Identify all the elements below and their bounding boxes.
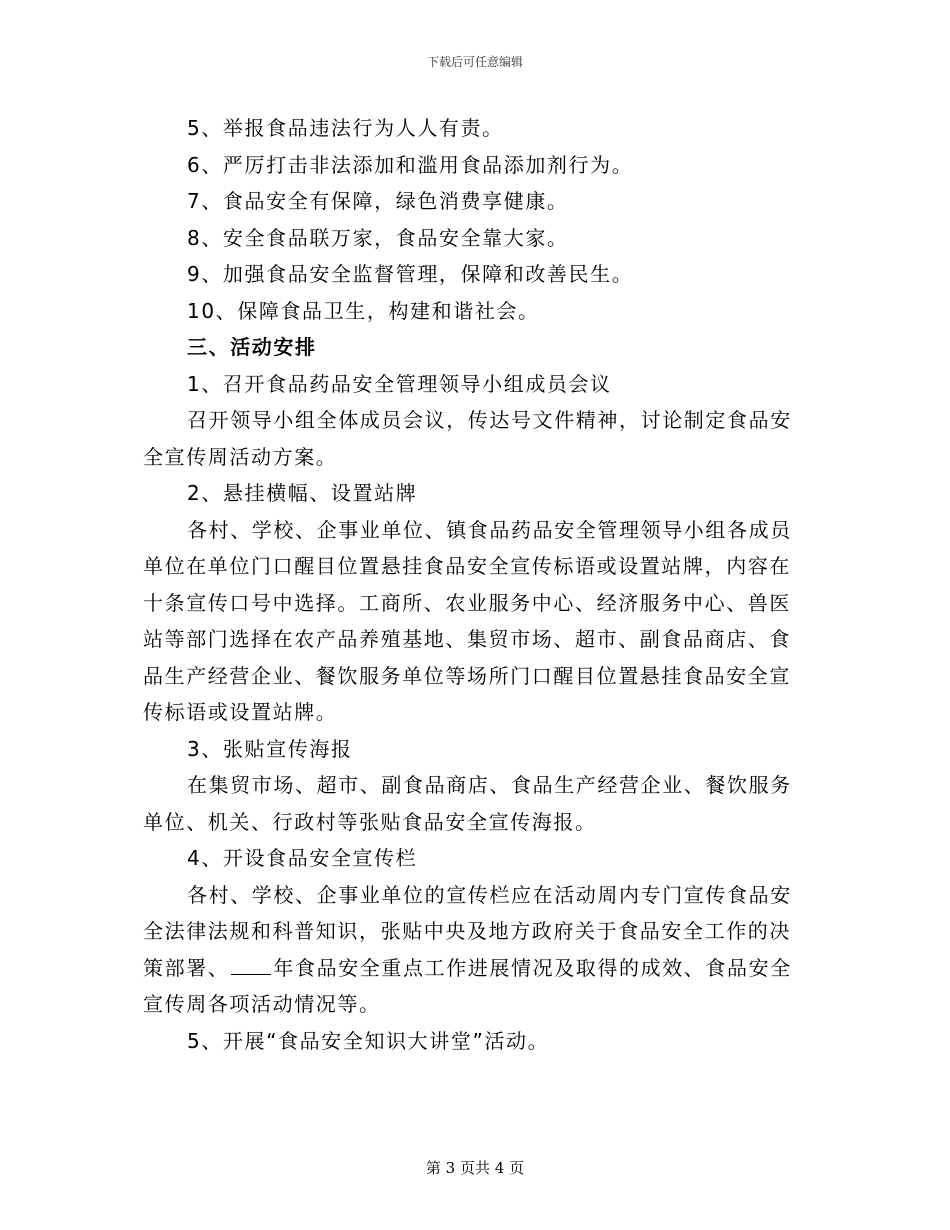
slogan-item: 6、严厉打击非法添加和滥用食品添加剂行为。 xyxy=(187,152,634,177)
document-body xyxy=(143,110,808,1059)
item-body xyxy=(143,877,808,1023)
item-title: 1、召开食品药品安全管理领导小组成员会议 xyxy=(187,371,612,396)
item-title: 3、张贴宣传海报 xyxy=(187,736,353,761)
section-heading: 三、活动安排 xyxy=(187,335,317,359)
item-body: 各村、学校、企事业单位、镇食品药品安全管理领导小组各成员单位在单位门口醒目位置悬挂食品安全宣传标语或设置站牌，内容在十条宣传口号中选择。工商所、农业服务中心、经济服务中心、兽医站等部门选择在农产品养殖基地、集贸市场、超市、副食品商店、食品生产经营企业、餐饮服务单位等场所门口醒目位置悬挂食品安全宣传标语或设置站牌。 xyxy=(143,517,792,724)
fill-in-blank xyxy=(231,956,271,975)
slogan-item: 8、安全食品联万家，食品安全靠大家。 xyxy=(187,225,569,250)
item-title: 2、悬挂横幅、设置站牌 xyxy=(187,481,418,505)
item-body: 在集贸市场、超市、副食品商店、食品生产经营企业、餐饮服务单位、机关、行政村等张贴食品安全宣传海报。 xyxy=(143,773,792,834)
slogan-item: 5、举报食品违法行为人人有责。 xyxy=(187,116,504,140)
item-body-part: 各村、学校、企事业单位的宣传栏应在活动周内专门宣传食品安全法律法规和科普知识，张贴中央及地方政府关于食品安全工作的决策部署、 xyxy=(143,882,792,980)
item-body-part: 年食品安全重点工作进展情况及取得的成效、食品安全宣传周各项活动情况等。 xyxy=(143,955,792,1016)
page-footer: 第 3 页共 4 页 xyxy=(425,1159,525,1177)
slogan-item: 9、加强食品安全监督管理，保障和改善民生。 xyxy=(187,262,634,286)
item-title: 4、开设食品安全宣传栏 xyxy=(187,846,418,870)
slogan-item: 7、食品安全有保障，绿色消费享健康。 xyxy=(187,189,569,213)
slogan-item: 10、保障食品卫生，构建和谐社会。 xyxy=(187,298,540,323)
item-title: 5、开展“食品安全知识大讲堂”活动。 xyxy=(187,1028,550,1053)
item-body: 召开领导小组全体成员会议，传达号文件精神，讨论制定食品安全宣传周活动方案。 xyxy=(143,408,792,469)
page-header: 下载后可任意编辑 xyxy=(426,55,523,69)
